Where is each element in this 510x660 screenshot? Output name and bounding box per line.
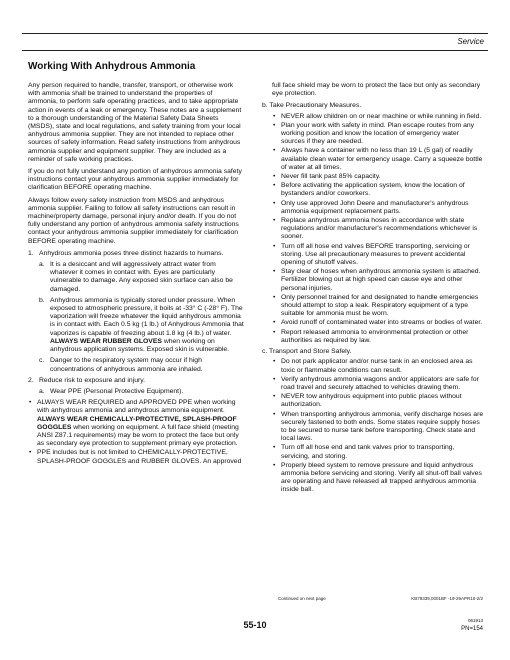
sub-text-tail: when working on anhydrous application systems. Exposed skin is vulnerable. [50,337,230,354]
list-item: • Do not park applicator and/or nurse tank in an enclosed area as toxic or flammable conditions can result. [272,358,484,374]
small-code: 061913 [467,618,483,623]
list-text: Reduce risk to exposure and injury. [39,376,146,384]
sub-text: It is a desiccant and will aggressively attract water from whatever it comes in contact with. Eyes are particularly vulnerable to damage. Any exposed skin surface can also be damaged. [50,261,233,293]
right-column [262,82,484,496]
hazard-c [39,357,244,373]
list-item: • Turn off all hose end and tank valves prior to transporting, servicing, and storing. [272,444,484,460]
list-number: 1. [28,249,34,257]
document-code: KB79339,0001BF -19-29APR10-2/2 [411,596,483,601]
header-rule-top [22,33,488,34]
list-item: • Replace anhydrous ammonia hoses in accordance with state regulations and/or manufacturer's recommendations whichever is sooner. [272,217,484,242]
ppe-bold: ALWAYS WEAR CHEMICALLY-PROTECTIVE, SPLASH-PROOF GOGGLES [37,415,237,431]
ppe-item [28,399,244,448]
sub-text: Wear PPE (Personal Protective Equipment). [50,387,184,395]
hazard-b [39,297,244,354]
list-item: • Before activating the application system, know the location of bystanders and/or coworkers. [272,182,484,198]
section-label: Service [457,37,484,46]
ppe-text: ALWAYS WEAR REQUIRED and APPROVED PPE when working with anhydrous ammonia and anhydrous ammonia equipment. [37,399,236,415]
list-number: 2. [28,376,34,384]
sub-marker: b. [39,296,45,304]
ppe-tail: when working on equipment. A full face shield (meeting ANSI Z87.1 requirements) may be worn to protect the face but only as secondary eye protection to supplement primary eye protection. [37,423,239,448]
list-item: • Verify anhydrous ammonia wagons and/or applicators are safe for road travel and securely attached to vehicles drawing them. [272,376,484,392]
transport-list [272,358,484,494]
sub-text: Danger to the respiratory system may occur if high concentrations of anhydrous ammonia are inhaled. [50,357,203,373]
sub-text-bold: ALWAYS WEAR RUBBER GLOVES [50,337,164,345]
page-number: 55-10 [243,620,267,630]
continued-text: full face shield may be worn to protect the face but only as secondary eye protection. [272,82,481,98]
list-item: • Only personnel trained for and designated to handle emergencies should attempt to stop a leak. Respiratory equipment of a type suitable for ammonia must be worn. [272,294,484,319]
list-text: Anhydrous ammonia poses three distinct hazards to humans. [39,249,224,257]
clarification-paragraph: If you do not fully understand any portion of anhydrous ammonia safety instructions contact your anhydrous ammonia supplier immediately for clarification BEFORE operating machine. [28,168,242,192]
list-item: • NEVER tow anhydrous equipment into public places without authorization. [272,393,484,409]
continued-note: Continued on next page [278,596,326,601]
list-item: • Avoid runoff of contaminated water into streams or bodies of water. [272,319,484,327]
list-item: • Properly bleed system to remove pressure and liquid anhydrous ammonia before servicing and storing. Verify all shut-off ball valves are operating and have released all trapped anhydrous ammonia inside ball. [272,462,484,495]
pn-number: PN=154 [461,626,483,632]
list-item: • NEVER allow children on or near machine or while running in field. [272,113,484,121]
list-item-reduce-risk [28,377,244,385]
sub-marker: a. [39,387,45,395]
ppe-list [28,399,244,466]
precautions-list [272,113,484,345]
list-item: • Turn off all hose end valves BEFORE transporting, servicing or storing. Use all precautionary measures to prevent accidental opening of shutoff valves. [272,243,484,268]
left-column [28,82,244,467]
precautions-heading: b. Take Precautionary Measures. [262,102,362,110]
page-title: Working With Anhydrous Ammonia [28,61,196,72]
sub-marker: a. [39,261,45,269]
sub-text: Anhydrous ammonia is typically stored under pressure. When exposed to atmospheric pressure, it boils at -33° C (-28° F). The vaporization will freeze whatever the liquid anhydrous ammonia is in contact with. Each 0.5 kg (1 lb.) of Anhydrous Ammonia that vaporizes is capable of freezing about 1.8 kg (4 lb.) of water. [50,296,244,337]
transport-heading: c. Transport and Store Safely. [262,348,352,356]
list-item: • Report released ammonia to environmental protection or other authorities as required by law. [272,329,484,345]
list-item: • When transporting anhydrous ammonia, verify discharge hoses are securely fastened to both ends. Some states require supply hoses to be secured to nurse tank before transporting. Check state and local laws. [272,411,484,444]
ppe-item: • PPE includes but is not limited to CHEMICALLY-PROTECTIVE, SPLASH-PROOF GOGGLES and RUBBER GLOVES. An approved [28,449,244,465]
list-item: • Never fill tank past 85% capacity. [272,173,484,181]
hazard-a [39,261,244,294]
list-item: • Plan your work with safety in mind. Plan escape routes from any working position and know the location of emergency water sources if they are needed. [272,122,484,147]
follow-instructions-paragraph: Always follow every safety instruction from MSDS and anhydrous ammonia supplier. Failing to follow all safety instructions can result in machine/property damage, personal injury and/or death. If you do not fully understand any portion of anhydrous ammonia safety instructions contact your anhydrous ammonia supplier immediately for clarification BEFORE operating machine. [28,196,239,245]
list-item: • Only use approved John Deere and manufacturer's anhydrous ammonia equipment replacement parts. [272,200,484,216]
sub-marker: c. [39,357,45,365]
list-item-hazards [28,250,244,258]
header-rule-bottom [22,50,488,51]
list-item: • Stay clear of hoses when anhydrous ammonia system is attached. Fertilizer blowing out at high speed can cause eye and other personal injuries. [272,268,484,293]
list-item: • Always have a container with no less than 19 L (5 gal) of readily available clean water for emergency usage. Carry a squeeze bottle of water at all times. [272,147,484,172]
intro-paragraph: Any person required to handle, transfer, transport, or otherwise work with ammonia shall be trained to understand the properties of ammonia, to perform safe operating practices, and to take appropriate action in events of a leak or emergency. These notes are a supplement to a thorough understanding of the Material Safety Data Sheets (MSDS), state and local regulations, and safety training from your local anhydrous ammonia supplier. They are not intended to replace other sources of safety information. Read safety instructions from anhydrous ammonia supplier and equipment supplier. They are included as a reminder of safe working practices. [28,82,242,163]
wear-ppe [39,388,244,396]
